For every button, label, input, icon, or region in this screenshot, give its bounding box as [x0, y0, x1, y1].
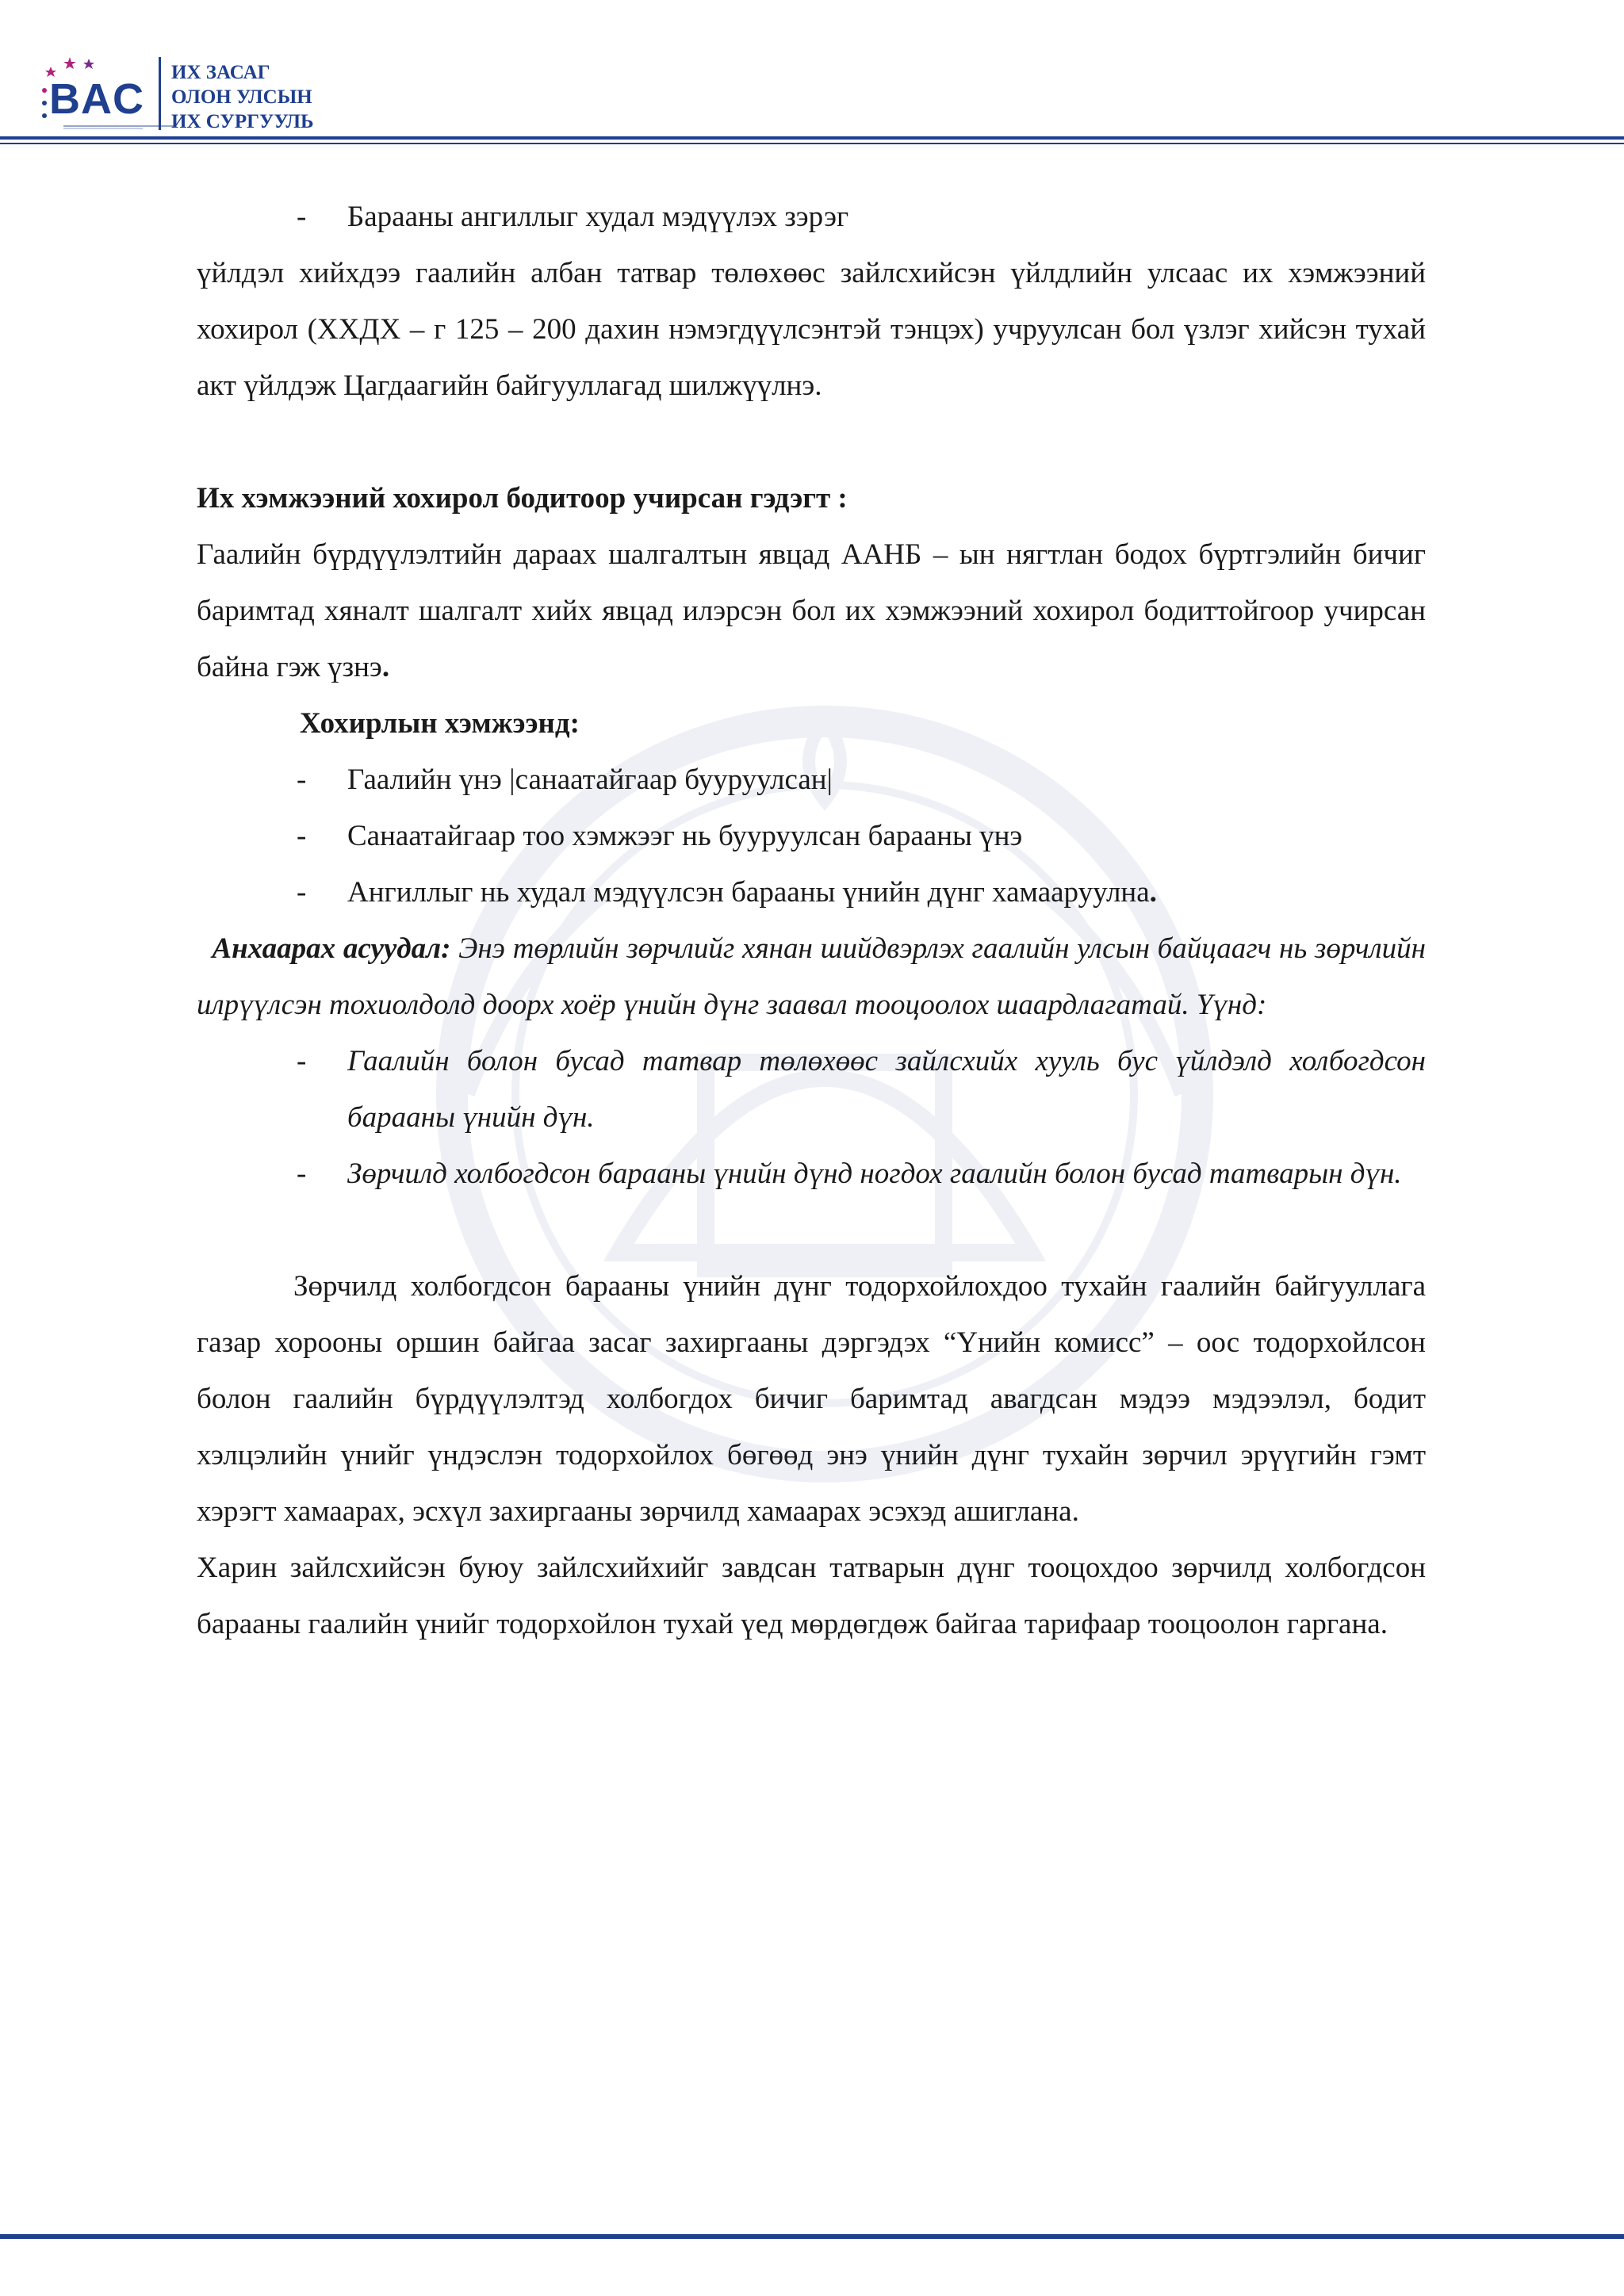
list-item: [197, 808, 1426, 864]
list-item-text: Барааны ангиллыг худал мэдүүлэх зэрэг: [347, 201, 849, 233]
list-item-end: .: [1149, 876, 1157, 909]
attention-label: Анхаарах асуудал:: [212, 932, 451, 965]
list-item-text: Гаалийн үнэ |санаатайгаар бууруулсан|: [347, 763, 833, 796]
list-item-text: Санаатайгаар тоо хэмжээг нь бууруулсан барааны үнэ: [347, 820, 1023, 852]
paragraph-2: [197, 526, 1426, 695]
list-item: [197, 1033, 1426, 1146]
list-item: [197, 1146, 1426, 1202]
university-name: [171, 60, 314, 134]
university-name-line-1: ИХ ЗАСАГ: [171, 62, 270, 83]
logo-tagline-graphic: [63, 124, 174, 130]
page-header: [0, 0, 1624, 151]
bullet-dash: -: [297, 1045, 307, 1077]
list-item-text: Ангиллыг нь худал мэдүүлсэн барааны үнийн дүнг хамааруулна: [347, 876, 1150, 909]
paragraph-1: үйлдэл хийхдээ гаалийн албан татвар төлөхөөс зайлсхийсэн үйлдлийн улсаас их хэмжээний хохирол (ХХДХ – г 125 – 200 дахин нэмэгдүүлсэнтэй тэнцэх) учруулсан бол үзлэг хийсэн тухай акт үйлдэж Цагдаагийн байгууллагад шилжүүлнэ.: [197, 257, 1426, 402]
list-item-text: Зөрчилд холбогдсон барааны үнийн дүнд ногдох гаалийн болон бусад татварын дүн.: [347, 1158, 1402, 1190]
stars-icon: [40, 54, 111, 78]
paragraph-3: Зөрчилд холбогдсон барааны үнийн дүнг тодорхойлохдоо тухайн гаалийн байгууллага газар хорооны оршин байгаа засаг захиргааны дэргэдэх “Үнийн комисс” – оос тодорхойлсон болон гаалийн бүрдүүлэлтэд холбогдох бичиг баримтад авагдсан мэдээ мэдээлэл, бодит хэлцэлийн үнийг үндэслэн тодорхойлох бөгөөд энэ үнийн дүнг тухайн зөрчил эрүүгийн гэмт хэрэгт хамаарах, эсхүл захиргааны зөрчилд хамаарах эсэхэд ашиглана.: [197, 1270, 1426, 1528]
paragraph-2-end: .: [381, 651, 390, 683]
list-item: [197, 189, 1426, 245]
university-name-line-2: ОЛОН УЛСЫН: [171, 86, 312, 108]
logo-wordmark: BAC: [49, 75, 144, 123]
bullet-dash: -: [297, 201, 307, 233]
dots-icon: [40, 84, 49, 124]
bullet-dash: -: [297, 763, 307, 796]
section-heading: Их хэмжээний хохирол бодитоор учирсан гэдэгт :: [197, 482, 848, 515]
logo-divider: [159, 57, 161, 130]
header-rule: [0, 136, 1624, 140]
university-name-line-3: ИХ СУРГУУЛЬ: [171, 111, 314, 132]
university-logo: [40, 54, 333, 133]
bullet-dash: -: [297, 820, 307, 852]
header-rule-thin: [0, 143, 1624, 144]
subsection-heading: Хохирлын хэмжээнд:: [300, 707, 580, 740]
bullet-dash: -: [297, 1158, 307, 1190]
document-body: [197, 189, 1426, 1652]
paragraph-4: Харин зайлсхийсэн буюу зайлсхийхийг завдсан татварын дүнг тооцохдоо зөрчилд холбогдсон барааны гаалийн үнийг тодорхойлон тухай үед мөрдөгдөж байгаа тарифаар тооцоолон гаргана.: [197, 1552, 1426, 1640]
footer-rule: [0, 2234, 1624, 2239]
bullet-dash: -: [297, 876, 307, 909]
attention-text: Энэ төрлийн зөрчлийг хянан шийдвэрлэх гаалийн улсын байцаагч нь зөрчлийн илрүүлсэн тохиолдолд доорх хоёр үнийн дүнг заавал тооцоолох шаардлагатай. Үүнд:: [197, 932, 1427, 1021]
paragraph-2-text: Гаалийн бүрдүүлэлтийн дараах шалгалтын явцад ААНБ – ын нягтлан бодох бүртгэлийн бичиг баримтад хяналт шалгалт хийх явцад илэрсэн бол их хэмжээний хохирол бодиттойгоор учирсан байна гэж үзнэ: [197, 538, 1426, 683]
attention-note: [197, 920, 1426, 1033]
list-item-text: Гаалийн болон бусад татвар төлөхөөс зайлсхийх хууль бус үйлдэлд холбогдсон барааны үнийн дүн.: [347, 1045, 1426, 1134]
list-item: [197, 864, 1426, 920]
list-item: [197, 752, 1426, 808]
